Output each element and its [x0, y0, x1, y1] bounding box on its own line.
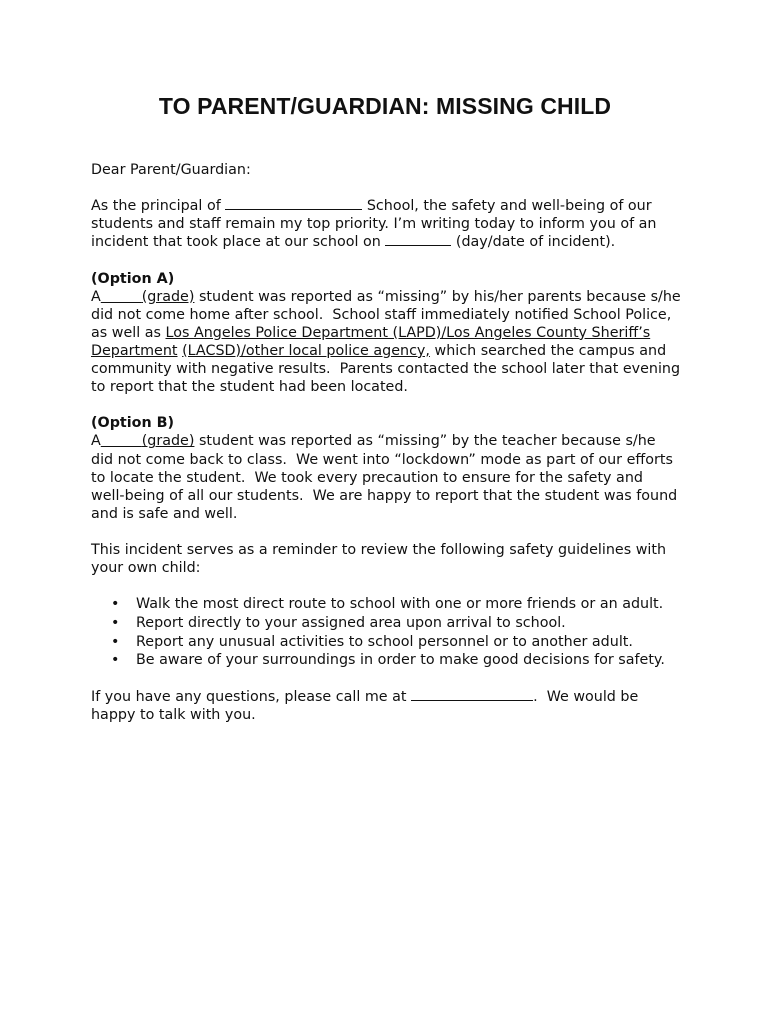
option-b-grade: (grade) [141, 433, 195, 450]
option-a-agency-2: (LACSD)/other local police agency, [182, 342, 430, 359]
list-item-text: Report any unusual activities to school personnel or to another adult. [136, 633, 633, 650]
option-a-grade: (grade) [141, 288, 195, 305]
intro-text-1: As the principal of [91, 198, 221, 215]
school-name-blank [225, 197, 362, 210]
page-title: TO PARENT/GUARDIAN: MISSING CHILD [158, 93, 612, 119]
incident-date-blank [385, 233, 451, 246]
option-b-article: A [91, 433, 101, 450]
list-item [91, 614, 681, 632]
bullet-icon: • [111, 596, 120, 613]
option-b-heading: (Option B) [91, 415, 175, 432]
list-item [91, 633, 681, 651]
option-a-article: A [91, 288, 101, 305]
option-a-paragraph [91, 288, 681, 397]
option-a-grade-blank [101, 289, 142, 305]
list-item-text: Be aware of your surroundings in order to make good decisions for safety. [136, 652, 665, 669]
intro-text-2: School, the safety and well-being of our students and staff remain my top priority. I’m writing today to inform you of an incident that took place at our school on [91, 198, 657, 251]
phone-number-blank [411, 688, 533, 701]
option-b-text-1: student was reported as “missing” by the teacher because s/he did not come back to class. We went into “lockdown” mode as part of our efforts to locate the student. We took every precaution to ensure for the safety and well-being of all our students. We are happy to report that the student was found and is safe and well. [91, 433, 678, 522]
closing-paragraph [91, 688, 681, 724]
salutation: Dear Parent/Guardian: [91, 162, 251, 178]
closing-text-2: . We would be happy to talk with you. [91, 688, 639, 723]
option-b-grade-blank [101, 433, 142, 449]
guidelines-list [91, 595, 681, 669]
option-a-agency-1: Los Angeles Police Department (LAPD)/Los Angeles County Sheriff’s Department [91, 324, 651, 359]
intro-paragraph [91, 197, 681, 251]
letter-body [91, 161, 681, 742]
list-item-text: Report directly to your assigned area upon arrival to school. [136, 614, 566, 631]
option-a-text-2: which searched the campus and community with negative results. Parents contacted the school later that evening to report that the student had been located. [91, 342, 681, 396]
bullet-icon: • [111, 614, 120, 631]
option-b-paragraph [91, 432, 681, 522]
guidelines-intro: This incident serves as a reminder to review the following safety guidelines with your own child: [91, 541, 667, 577]
bullet-icon: • [111, 633, 120, 650]
bullet-icon: • [111, 652, 120, 669]
list-item [91, 595, 681, 613]
list-item [91, 651, 681, 669]
option-a-text-1: student was reported as “missing” by his/her parents because s/he did not come home after school. School staff immediately notified School Police, as well as [91, 288, 681, 341]
option-a-heading: (Option A) [91, 270, 175, 287]
intro-text-3: (day/date of incident). [455, 234, 616, 251]
closing-text-1: If you have any questions, please call me at [91, 688, 407, 705]
list-item-text: Walk the most direct route to school with one or more friends or an adult. [136, 596, 664, 613]
